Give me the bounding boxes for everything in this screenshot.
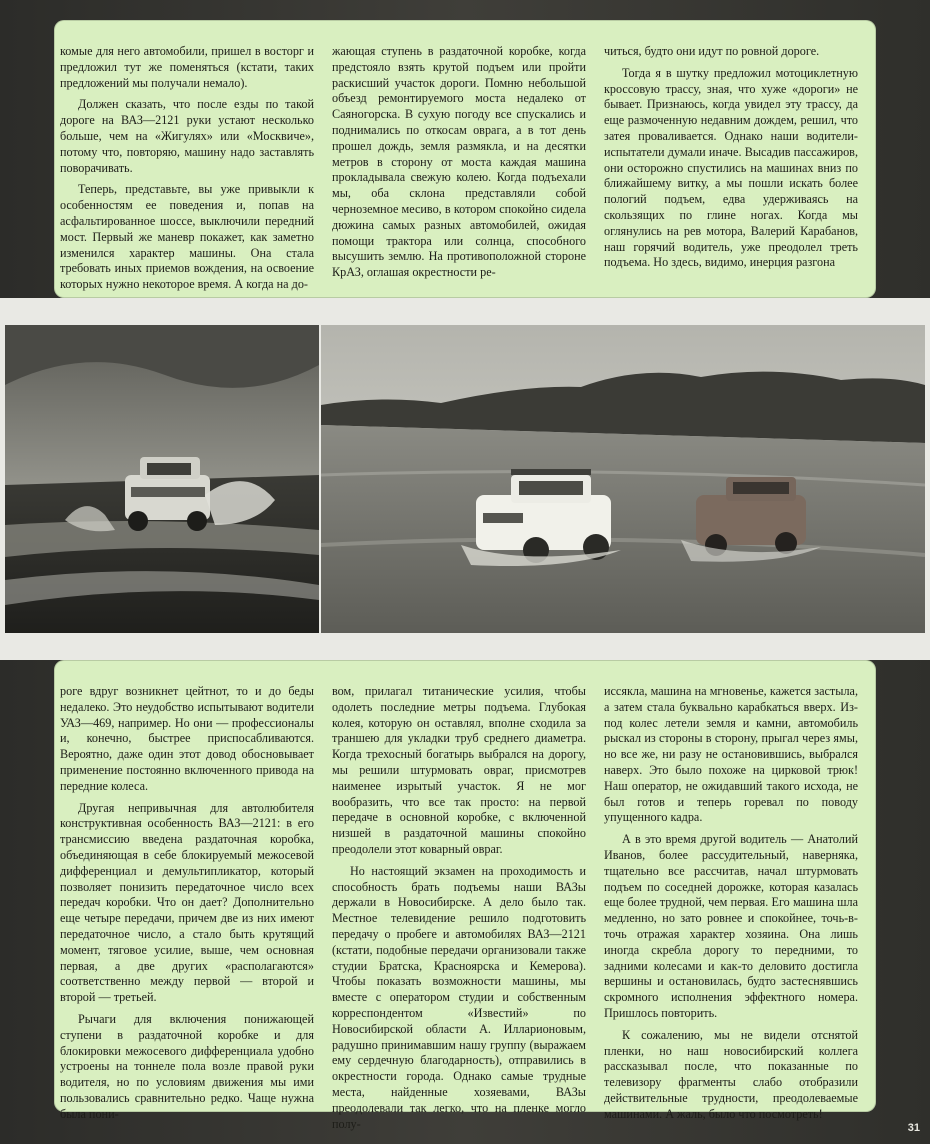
photo-two-cars-fording-river	[321, 325, 925, 633]
paragraph: Другая непривычная для автолюбителя конструктивная особенность ВАЗ—2121: в его трансмиссию введена раздаточная коробка, объединяющая в себе блокируемый межосевой дифференциал и демультипликатор, который позволяет понизить передаточное число всех передач коробки. Что он дает? Дополнительно еще четыре передачи, причем две из них имеют передаточное число, а стало быть крутящий момент, тяговое усилие, выше, чем основная первая, а две других «располагаются» соответственно между первой — второй и второй — третьей.	[60, 800, 314, 1005]
paragraph: читься, будто они идут по ровной дороге.	[604, 44, 820, 58]
paragraph: Тогда я в шутку предложил мотоциклетную кроссовую трассу, зная, что хуже «дороги» не бывает. Признаюсь, когда увидел эту трассу, да еще размоченную недавним дождем, решил, что затея проваливается. Однако наши водители-испытатели думали иначе. Высадив пассажиров, они осторожно спустились на машинах вниз по ближайшему витку, а мы пошли искать более пологий подъем, едва удерживаясь на скользящих по глине ногах. Когда мы оглянулись на рев мотора, Валерий Карабанов, наш горячий водитель, уже преодолел треть подъема. Но здесь, видимо, инерция разгона	[604, 65, 858, 270]
page-number: 31	[907, 1122, 920, 1134]
paragraph: комые для него автомобили, пришел в восторг и предложил тут же поменяться (кстати, таких предложений мы получали немало).	[60, 44, 314, 90]
paragraph: Рычаги для включения понижающей ступени в раздаточной коробке и для блокировки межосевого дифференциала удобно устроены на тоннеле пола возле правой руки водителя, но по условиям движения мы ими пользовались сравнительно редко. Чаще нужна была пони-	[60, 1011, 314, 1121]
paragraph: жающая ступень в раздаточной коробке, когда предстояло взять крутой подъем или пройти раскисший участок дороги. Помню небольшой объезд ремонтируемого моста недалеко от Саяногорска. В сухую погоду все спускались и поднимались по откосам оврага, а в тот день прошел дождь, земля размякла, и на десятки метров в сторону от моста каждая машина прокладывала свежую колею. Когда подъехали мы, оба склона представляли собой черноземное месиво, в котором спокойно сидела дюжина самых разных автомобилей, ожидая помощи трактора или солнца, способного высушить землю. На противоположной стороне КрАЗ, оглашая окрестности ре-	[332, 44, 586, 280]
paragraph: Должен сказать, что после езды по такой дороге на ВАЗ—2121 руки устают несколько больше, чем на «Жигулях» или «Москвиче», потому что, повторяю, машину надо заставлять поворачивать.	[60, 97, 314, 175]
photo-strip	[0, 298, 930, 660]
bottom-text-panel	[54, 660, 876, 1131]
photo-car-splashing-mud	[5, 325, 319, 633]
paragraph: роге вдруг возникнет цейтнот, то и до беды недалеко. Это неудобство испытывают водители УАЗ—469, например. Но они — профессионалы и, конечно, быстрее приспосабливаются. Вероятно, даже один этот довод обосновывает применение постоянно включенного привода на передние колеса.	[60, 684, 314, 793]
paragraph: К сожалению, мы не видели отснятой пленки, но наш новосибирский коллега рассказывал после, что показанные по телевизору фрагменты слабо отобразили действительные трудности, преодолеваемые машинами. А жаль, было что посмотреть!	[604, 1027, 858, 1121]
top-column-3	[604, 44, 858, 294]
paragraph: А в это время другой водитель — Анатолий Иванов, более рассудительный, наверняка, тщательно все рассчитав, начал штурмовать подъем по соседней дорожке, которая казалась еще более трудной, чем первая. Его машина шла медленно, но зато ровнее и спокойнее, точь-в-точь отражая характер хозяина. Она лишь иногда скребла дорогу то передними, то задними колесами и как-то деловито достигла вершины и остановилась, будто застеснявшись скромного исполнения эффектного номера. Пришлось повторить.	[604, 832, 858, 1020]
river-photo-image	[321, 325, 925, 633]
mud-photo-image	[5, 325, 319, 633]
top-column-2	[332, 44, 586, 294]
paragraph: вом, прилагал титанические усилия, чтобы одолеть последние метры подъема. Глубокая колея, которую он оставлял, вполне сходила за траншею для укладки труб среднего диаметра. Когда трехосный богатырь выбрался на дорогу, мы решили штурмовать овраг, присмотрев наименее изрытый участок. Я не мог вообразить, что все так просто: на первой передаче в основной коробке, с включенной низшей в раздаточной машины спокойно преодолели этот коварный овраг.	[332, 684, 586, 856]
bottom-column-3	[604, 684, 858, 1121]
top-text-panel	[54, 20, 876, 298]
paragraph: Но настоящий экзамен на проходимость и способность брать подъемы наши ВАЗы держали в Новосибирске. А дело было так. Местное телевидение решило подготовить передачу о пробеге и автомобилях ВАЗ—2121 (кстати, подобные передачи организовали также студии Братска, Красноярска и Кемерова). Чтобы показать возможности машины, мы вместе с оператором студии и собственным корреспондентом «Известий» по Новосибирской области А. Илларионовым, радушно принимавшим нашу группу (выражаем ему сердечную благодарность), отправились в окрестности города. Однако самые трудные места, найденные хозяевами, ВАЗы преодолевали так легко, что на пленке могло полу-	[332, 863, 586, 1131]
bottom-column-2	[332, 684, 586, 1131]
top-column-1	[60, 44, 314, 294]
paragraph: Теперь, представьте, вы уже привыкли к особенностям ее поведения и, попав на асфальтированное шоссе, выключили передний мост. Первый же маневр покажет, как заметно изменился характер машины. Она стала требовать иных приемов вождения, на освоение которых нужно некоторое время. А когда на до-	[60, 182, 314, 292]
bottom-column-1	[60, 684, 314, 1121]
paragraph: иссякла, машина на мгновенье, кажется застыла, а затем стала буквально карабкаться вверх. Из-под колес летели земля и камни, автомобиль рыскал из стороны в сторону, прыгал через ямы, но все же, ни разу не остановившись, выбрался наверх. Это было похоже на цирковой трюк! Наш оператор, не ожидавший такого исхода, не был готов и теперь горевал по поводу упущенного кадра.	[604, 684, 858, 825]
